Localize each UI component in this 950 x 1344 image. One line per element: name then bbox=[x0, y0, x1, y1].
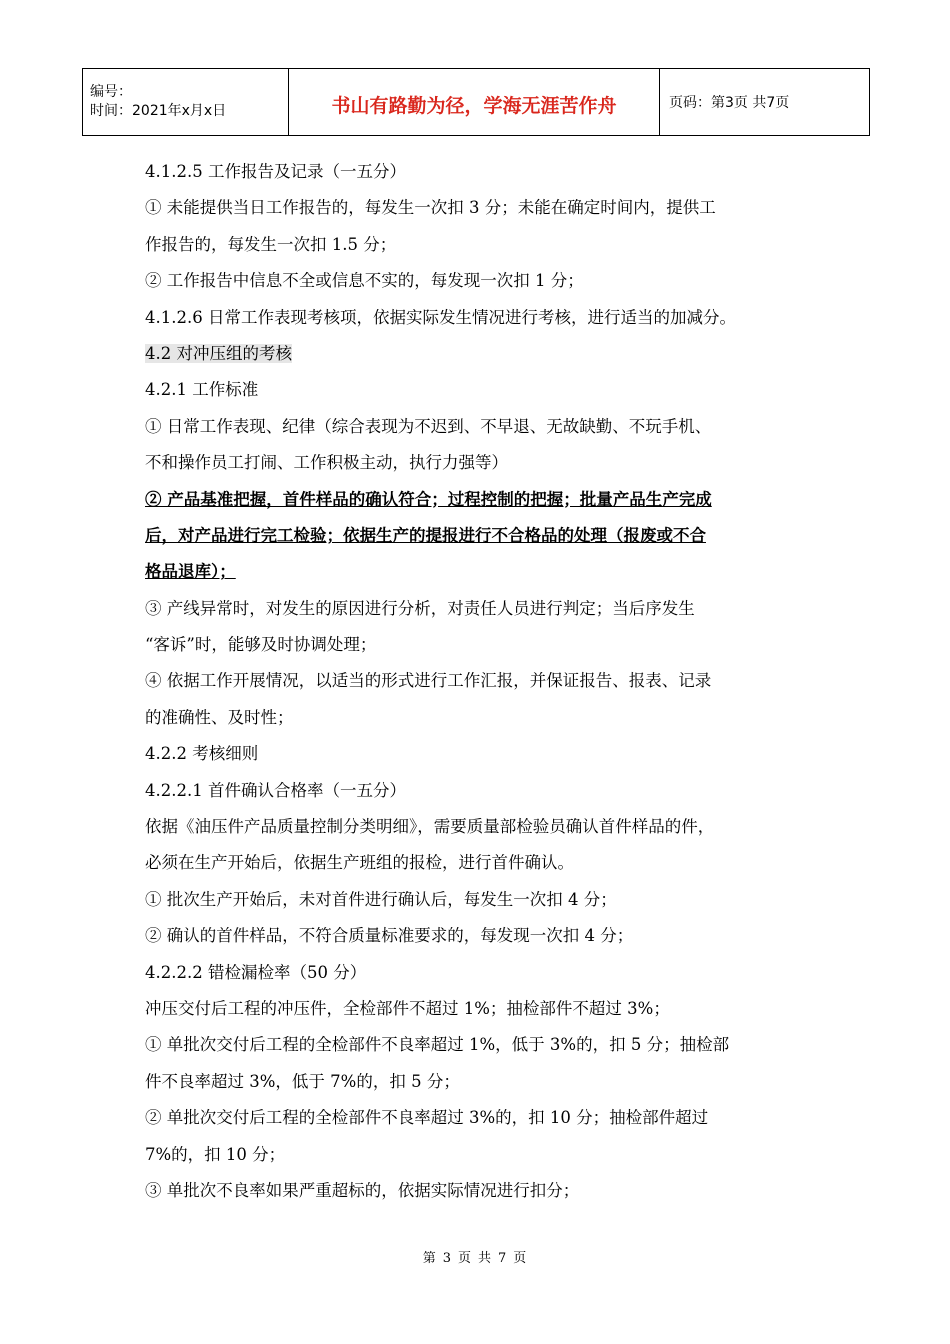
paragraph-line: 件不良率超过 3%，低于 7%的，扣 5 分； bbox=[145, 1071, 460, 1091]
paragraph-line: ① 日常工作表现、纪律（综合表现为不迟到、不早退、无故缺勤、不玩手机、 bbox=[145, 416, 712, 436]
footer-total-number: 7 bbox=[498, 1251, 508, 1266]
footer-total-word: 共 bbox=[478, 1251, 493, 1266]
paragraph-line: ① 批次生产开始后，未对首件进行确认后，每发生一次扣 4 分； bbox=[145, 889, 617, 909]
section-title: 4.1.2.5 工作报告及记录（一五分） bbox=[145, 162, 406, 181]
paragraph-line: 依据《油压件产品质量控制分类明细》，需要质量部检验员确认首件样品的件， bbox=[145, 817, 715, 837]
paragraph-line: 的准确性、及时性； bbox=[145, 707, 294, 727]
emphasis-line bbox=[145, 482, 810, 518]
paragraph-line: ③ 单批次不良率如果严重超标的，依据实际情况进行扣分； bbox=[145, 1180, 580, 1200]
header-left-cell bbox=[83, 69, 289, 136]
footer-page-number: 3 bbox=[442, 1251, 452, 1266]
paragraph-line: ① 未能提供当日工作报告的，每发生一次扣 3 分；未能在确定时间内，提供工 bbox=[145, 198, 716, 218]
document-body bbox=[145, 154, 810, 1209]
footer-page-word: 第 bbox=[422, 1251, 437, 1266]
section-title: 4.2.2 考核细则 bbox=[145, 744, 259, 764]
section-title: 4.2.2.2 错检漏检率（50 分） bbox=[145, 962, 367, 982]
paragraph-line: 作报告的，每发生一次扣 1.5 分； bbox=[145, 234, 397, 254]
highlighted-heading: 4.2 对冲压组的考核 bbox=[145, 343, 292, 363]
paragraph-line: 不和操作员工打闹、工作积极主动，执行力强等） bbox=[145, 453, 508, 473]
paragraph-line: 冲压交付后工程的冲压件，全检部件不超过 1%；抽检部件不超过 3%； bbox=[145, 998, 670, 1018]
paragraph-line: “客诉”时，能够及时协调处理； bbox=[145, 635, 377, 655]
number-label: 编号： bbox=[90, 84, 132, 100]
paragraph-line: 7%的，扣 10 分； bbox=[145, 1144, 286, 1164]
paragraph-line: ① 单批次交付后工程的全检部件不良率超过 1%，低于 3%的，扣 5 分；抽检部 bbox=[145, 1035, 730, 1055]
bold-underlined-text: 后，对产品进行完工检验；依据生产的提报进行不合格品的处理（报废或不合 bbox=[145, 525, 706, 545]
paragraph-line: ② 工作报告中信息不全或信息不实的，每发现一次扣 1 分； bbox=[145, 271, 584, 291]
bold-underlined-text: 格品退库）； bbox=[145, 562, 236, 582]
header-page-info: 页码：第3页 共7页 bbox=[660, 69, 870, 136]
bold-underlined-text: ② 产品基准把握，首件样品的确认符合；过程控制的把握；批量产品生产完成 bbox=[145, 489, 712, 509]
paragraph-line: 必须在生产开始后，依据生产班组的报检，进行首件确认。 bbox=[145, 853, 574, 873]
section-heading bbox=[145, 336, 810, 372]
paragraph-line: ② 确认的首件样品，不符合质量标准要求的，每发现一次扣 4 分； bbox=[145, 926, 634, 946]
time-label: 时间：2021年x月x日 bbox=[90, 103, 227, 119]
paragraph-line: ② 单批次交付后工程的全检部件不良率超过 3%的，扣 10 分；抽检部件超过 bbox=[145, 1108, 709, 1128]
paragraph-line: ③ 产线异常时，对发生的原因进行分析，对责任人员进行判定；当后序发生 bbox=[145, 598, 695, 618]
paragraph-line: ④ 依据工作开展情况，以适当的形式进行工作汇报，并保证报告、报表、记录 bbox=[145, 671, 712, 691]
page-footer bbox=[0, 1247, 950, 1266]
section-title: 4.2.2.1 首件确认合格率（一五分） bbox=[145, 780, 406, 800]
emphasis-line bbox=[145, 518, 810, 554]
footer-total-unit: 页 bbox=[513, 1251, 528, 1266]
header-motto: 书山有路勤为径，学海无涯苦作舟 bbox=[289, 69, 660, 136]
footer-page-unit: 页 bbox=[457, 1251, 472, 1266]
emphasis-line bbox=[145, 554, 810, 590]
section-title: 4.2.1 工作标准 bbox=[145, 380, 259, 400]
section-title: 4.1.2.6 日常工作表现考核项，依据实际发生情况进行考核，进行适当的加减分。 bbox=[145, 307, 736, 327]
header-table bbox=[82, 68, 870, 136]
